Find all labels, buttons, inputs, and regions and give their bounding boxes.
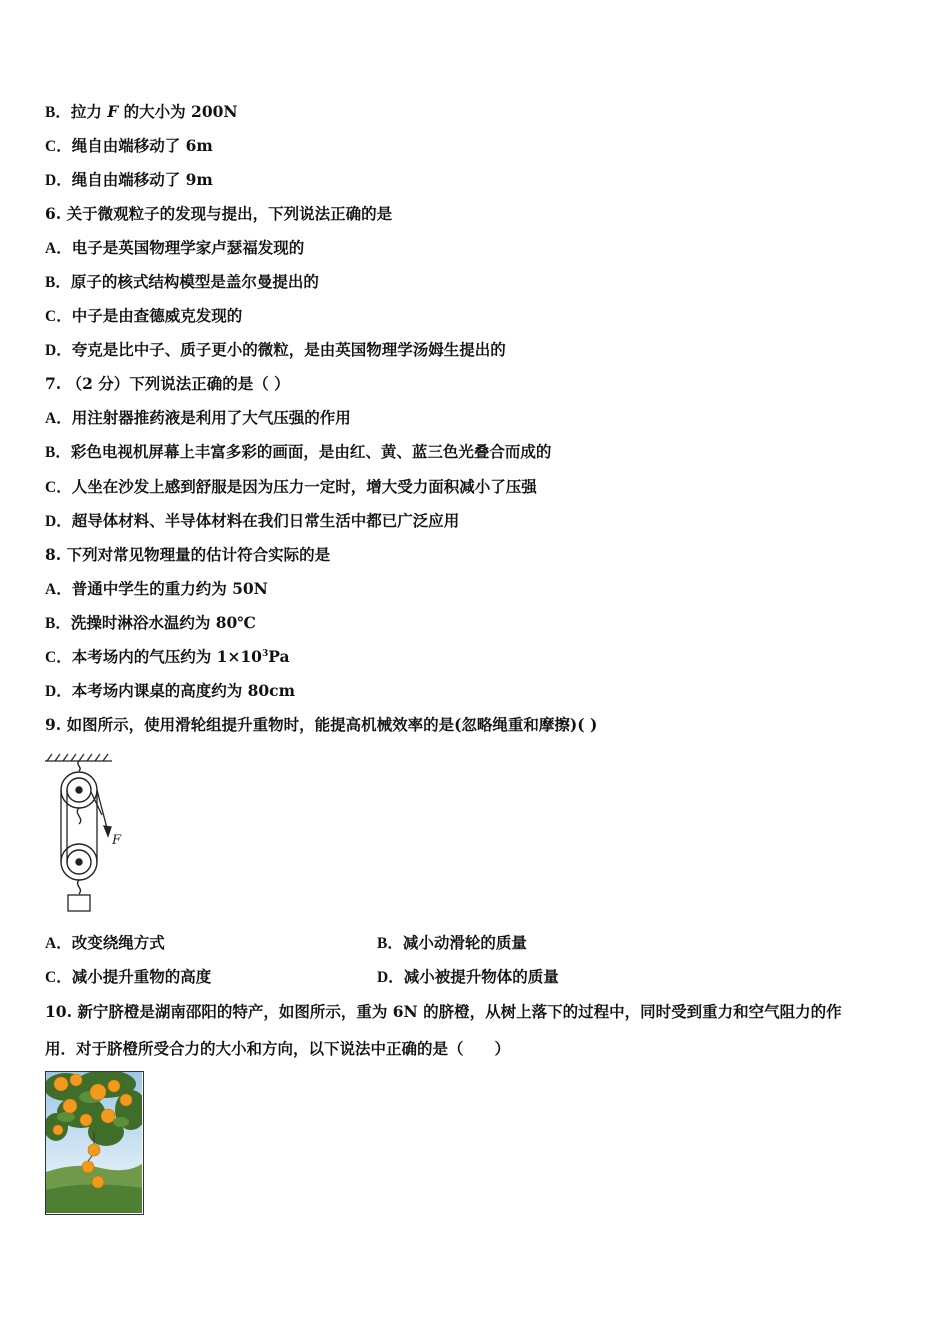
q6-option-c	[45, 306, 242, 327]
option-text: 改变绕绳方式	[71, 933, 165, 952]
q8-option-c	[45, 647, 290, 668]
load-weight	[68, 895, 90, 911]
option-text: 绳自由端移动了 6m	[71, 136, 213, 155]
option-label: D．	[45, 513, 72, 530]
q7-option-d	[45, 511, 459, 532]
option-text: 本考场内课桌的高度约为 80cm	[71, 681, 296, 700]
option-label: B．	[45, 104, 71, 121]
option-text: 减小被提升物体的质量	[403, 967, 559, 986]
question-7-stem: 7. （2 分）下列说法正确的是（ ）	[45, 374, 290, 393]
option-label: B．	[45, 444, 71, 461]
question-9-stem: 9. 如图所示，使用滑轮组提升重物时，能提高机械效率的是(忽略绳重和摩擦)( )	[45, 715, 598, 734]
option-text-post: 的大小为 200N	[118, 102, 238, 121]
option-text: 绳自由端移动了 9m	[71, 170, 213, 189]
option-text: 夸克是比中子、质子更小的微粒，是由英国物理学汤姆生提出的	[71, 340, 506, 359]
ceiling-hatch	[45, 754, 112, 761]
option-label: B．	[45, 615, 71, 632]
force-label: F	[112, 833, 122, 848]
q7-option-b	[45, 442, 551, 463]
option-label: C．	[45, 969, 72, 986]
question-10-stem-line2: 用．对于脐橙所受合力的大小和方向，以下说法中正确的是（ ）	[45, 1039, 511, 1058]
option-label: C．	[45, 138, 72, 155]
option-text: 洗操时淋浴水温约为 80℃	[70, 613, 256, 632]
option-text: 超导体材料、半导体材料在我们日常生活中都已广泛应用	[71, 511, 460, 530]
pulley-system-figure	[42, 752, 132, 914]
option-text: 用注射器推药液是利用了大气压强的作用	[71, 408, 351, 427]
option-text: 人坐在沙发上感到舒服是因为压力一定时，增大受力面积减小了压强	[71, 477, 537, 496]
option-label: A．	[45, 410, 72, 427]
option-text-pre: 本考场内的气压约为 1×10	[71, 647, 262, 666]
q9-option-b	[377, 933, 527, 954]
question-6-stem: 6. 关于微观粒子的发现与提出，下列说法正确的是	[45, 204, 393, 223]
option-text: 普通中学生的重力约为 50N	[71, 579, 268, 598]
q6-option-b	[45, 272, 319, 293]
option-text-post: Pa	[268, 647, 290, 666]
option-text: 减小提升重物的高度	[71, 967, 212, 986]
option-label: D．	[45, 342, 72, 359]
force-variable: F	[107, 102, 119, 121]
option-label: A．	[45, 935, 72, 952]
option-text: 中子是由查德威克发现的	[71, 306, 243, 325]
option-label: B．	[377, 935, 403, 952]
q9-option-d	[377, 967, 559, 988]
question-10-stem-line1: 10. 新宁脐橙是湖南邵阳的特产，如图所示，重为 6N 的脐橙，从树上落下的过程中，同时受到重力和空气阻力的作	[45, 1002, 842, 1021]
option-label: D．	[377, 969, 404, 986]
option-label: A．	[45, 240, 72, 257]
q8-option-b	[45, 613, 256, 634]
option-label: C．	[45, 479, 72, 496]
option-text: 电子是英国物理学家卢瑟福发现的	[71, 238, 305, 257]
q9-option-c	[45, 967, 211, 988]
option-label: C．	[45, 649, 72, 666]
q9-option-a	[45, 933, 165, 954]
question-8-stem: 8. 下列对常见物理量的估计符合实际的是	[45, 545, 331, 564]
option-label: D．	[45, 172, 72, 189]
option-text: 减小动滑轮的质量	[402, 933, 527, 952]
option-label: A．	[45, 581, 72, 598]
q5-option-d	[45, 170, 213, 191]
option-label: D．	[45, 683, 72, 700]
option-text-pre: 拉力	[70, 102, 108, 121]
q5-option-c	[45, 136, 213, 157]
q8-option-a	[45, 579, 268, 600]
q5-option-b	[45, 102, 238, 123]
option-text: 原子的核式结构模型是盖尔曼提出的	[70, 272, 319, 291]
q7-option-a	[45, 408, 351, 429]
q8-option-d	[45, 681, 295, 702]
navel-orange-tree-photo	[45, 1071, 144, 1215]
option-label: B．	[45, 274, 71, 291]
q6-option-d	[45, 340, 506, 361]
exponent: 3	[261, 649, 269, 659]
q7-option-c	[45, 477, 537, 498]
force-arrow	[97, 790, 111, 836]
rope	[61, 790, 102, 862]
option-text: 彩色电视机屏幕上丰富多彩的画面，是由红、黄、蓝三色光叠合而成的	[70, 442, 552, 461]
option-label: C．	[45, 308, 72, 325]
q6-option-a	[45, 238, 304, 259]
